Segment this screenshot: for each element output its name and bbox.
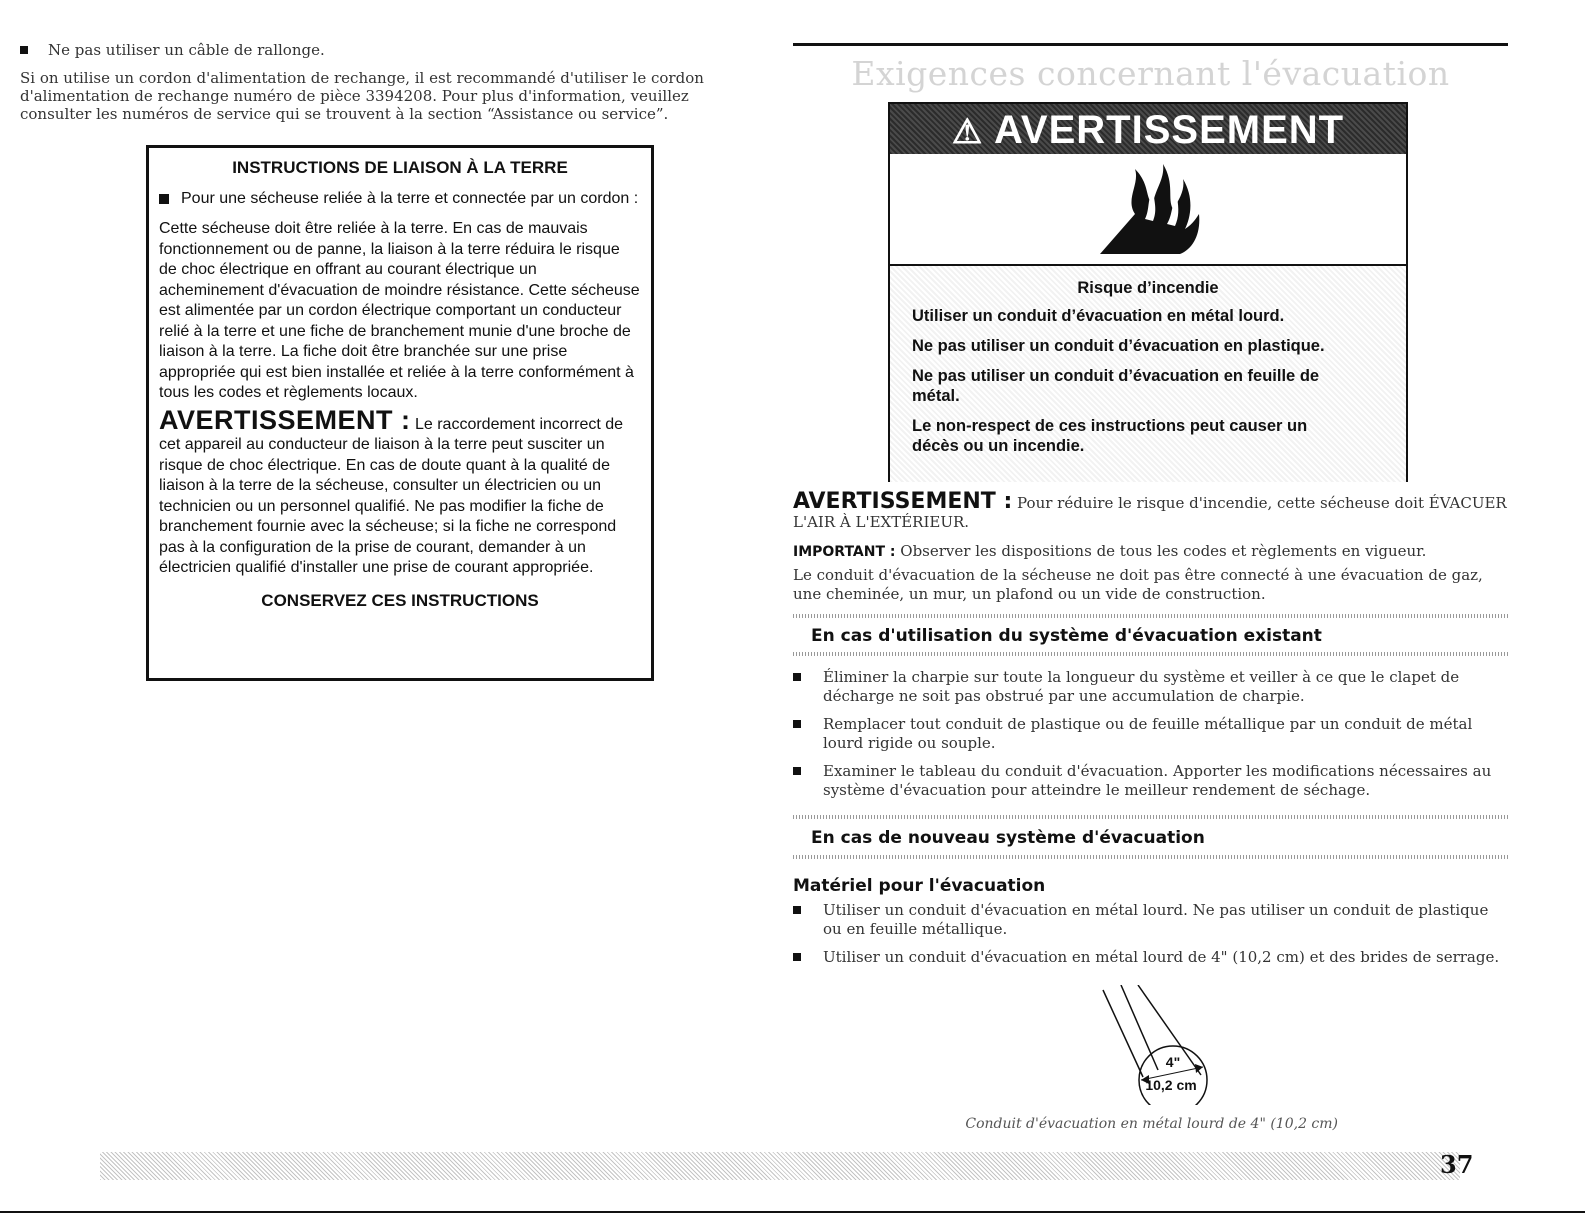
warning-triangle-icon: ⚠ [951,113,984,151]
section-existing-title: En cas d'utilisation du système d'évacuation existant [811,626,1322,646]
diagram-cm-label: 10,2 cm [1145,1077,1197,1093]
warning-line: Utiliser un conduit d’évacuation en métal lourd. [912,307,1285,325]
cordon-paragraph: Si on utilise un cordon d'alimentation de rechange, il est recommandé d'utiliser le cordon d'alimentation de rechange numéro de pièce 3394208. Pour plus d'information, veuillez consulter les numéros de service qui se trouvent à la section “Assistance ou service”. [20,69,704,123]
diagram-caption: Conduit d'évacuation en métal lourd de 4" (10,2 cm) [965,1116,1338,1132]
divider [793,652,1508,656]
list-item-text: Utiliser un conduit d'évacuation en métal lourd. Ne pas utiliser un conduit de plastique ou en feuille métallique. [823,901,1489,938]
page-title: Exigences concernant l'évacuation [851,54,1450,93]
footer-band [100,1152,1460,1180]
top-rule [793,43,1508,46]
box-title: INSTRUCTIONS DE LIAISON À LA TERRE [232,158,568,177]
materiel-title: Matériel pour l'évacuation [793,876,1046,896]
exhaust-warning [793,489,1508,532]
fire-warning-box [888,102,1408,482]
exhaust-warning-label: AVERTISSEMENT : [793,489,1013,514]
warning-line: Ne pas utiliser un conduit d’évacuation en feuille de métal. [912,367,1320,405]
materiel-list [793,901,1508,976]
bullet-square [20,46,28,54]
extension-bullet [20,40,768,60]
box-warning-text: Le raccordement incorrect de cet appareil au conducteur de liaison à la terre peut susciter un risque de choc électrique. En cas de doute quant à la qualité de liaison à la terre de la sécheuse, consulter un électricien ou un technicien ou un personnel qualifié. Ne pas modifier la fiche de branchement fournie avec la sécheuse; si la fiche ne correspond pas à la configuration de la prise de courant, demander à un électricien qualifié d'installer une prise de courant appropriée. [159,415,624,576]
warning-header-text: AVERTISSEMENT [994,108,1345,152]
conduit-paragraph: Le conduit d'évacuation de la sécheuse ne doit pas être connecté à une évacuation de gaz, une cheminée, un mur, un plafond ou un vide de construction. [793,566,1483,603]
list-item-text: Remplacer tout conduit de plastique ou de feuille métallique par un conduit de métal lourd rigide ou souple. [823,715,1473,752]
box-bullet [159,189,641,210]
bullet-square [793,953,801,961]
bullet-square [793,767,801,775]
bullet-square [793,906,801,914]
section-new-title: En cas de nouveau système d'évacuation [811,828,1205,848]
list-item-text: Utiliser un conduit d'évacuation en métal lourd de 4" (10,2 cm) et des brides de serrage. [823,948,1500,966]
box-footer: CONSERVEZ CES INSTRUCTIONS [261,590,539,610]
list-item-text: Examiner le tableau du conduit d'évacuation. Apporter les modifications nécessaires au système d'évacuation pour atteindre le meilleur rendement de séchage. [823,762,1492,799]
divider [793,614,1508,618]
divider [793,855,1508,859]
fire-icon-area [890,154,1406,266]
important-text: Observer les dispositions de tous les codes et règlements en vigueur. [900,542,1427,560]
existing-system-list [793,668,1508,809]
box-paragraph: Cette sécheuse doit être reliée à la terre. En cas de mauvais fonctionnement ou de panne, la liaison à la terre réduira le risque de choc électrique en offrant au courant électrique un acheminement d'évacuation de moindre résistance. Cette sécheuse est alimentée par un cordon électrique comportant un conducteur relié à la terre et une fiche de branchement munie d'une broche de liaison à la terre. La fiche doit être branchée sur une prise appropriée qui est bien installée et reliée à la terre conformément à tous les codes et règlements locaux. [159,220,640,401]
list-item [793,715,1508,753]
box-warning [159,404,641,579]
diagram-inches-label: 4" [1165,1054,1181,1070]
duct-diagram [1093,985,1233,1105]
warning-risk: Risque d’incendie [1077,279,1219,297]
list-item [793,948,1508,967]
divider [793,815,1508,819]
exhaust-warning-text: Pour réduire le risque d'incendie, cette sécheuse doit ÉVACUER L'AIR À L'EXTÉRIEUR. [793,494,1507,531]
warning-line: Ne pas utiliser un conduit d’évacuation en plastique. [912,337,1325,355]
list-item-text: Éliminer la charpie sur toute la longueur du système et veiller à ce que le clapet de décharge ne soit pas obstrué par une accumulation de charpie. [823,668,1460,705]
warning-header [890,104,1406,154]
page-number: 37 [1440,1150,1474,1179]
bullet-square [793,720,801,728]
grounding-instructions-box [146,145,654,681]
important-note [793,542,1508,560]
list-item [793,762,1508,800]
warning-line: Le non-respect de ces instructions peut causer un décès ou un incendie. [912,417,1308,455]
warning-body [890,266,1406,482]
list-item [793,901,1508,939]
extension-text: Ne pas utiliser un câble de rallonge. [48,41,325,59]
bottom-rule [0,1211,1585,1213]
important-label: IMPORTANT : [793,544,896,560]
bullet-square [793,673,801,681]
list-item [793,668,1508,706]
fire-icon [1095,159,1205,259]
box-bullet-text: Pour une sécheuse reliée à la terre et connectée par un cordon : [181,189,639,207]
box-warning-label: AVERTISSEMENT : [159,404,411,435]
bullet-square [159,194,169,204]
